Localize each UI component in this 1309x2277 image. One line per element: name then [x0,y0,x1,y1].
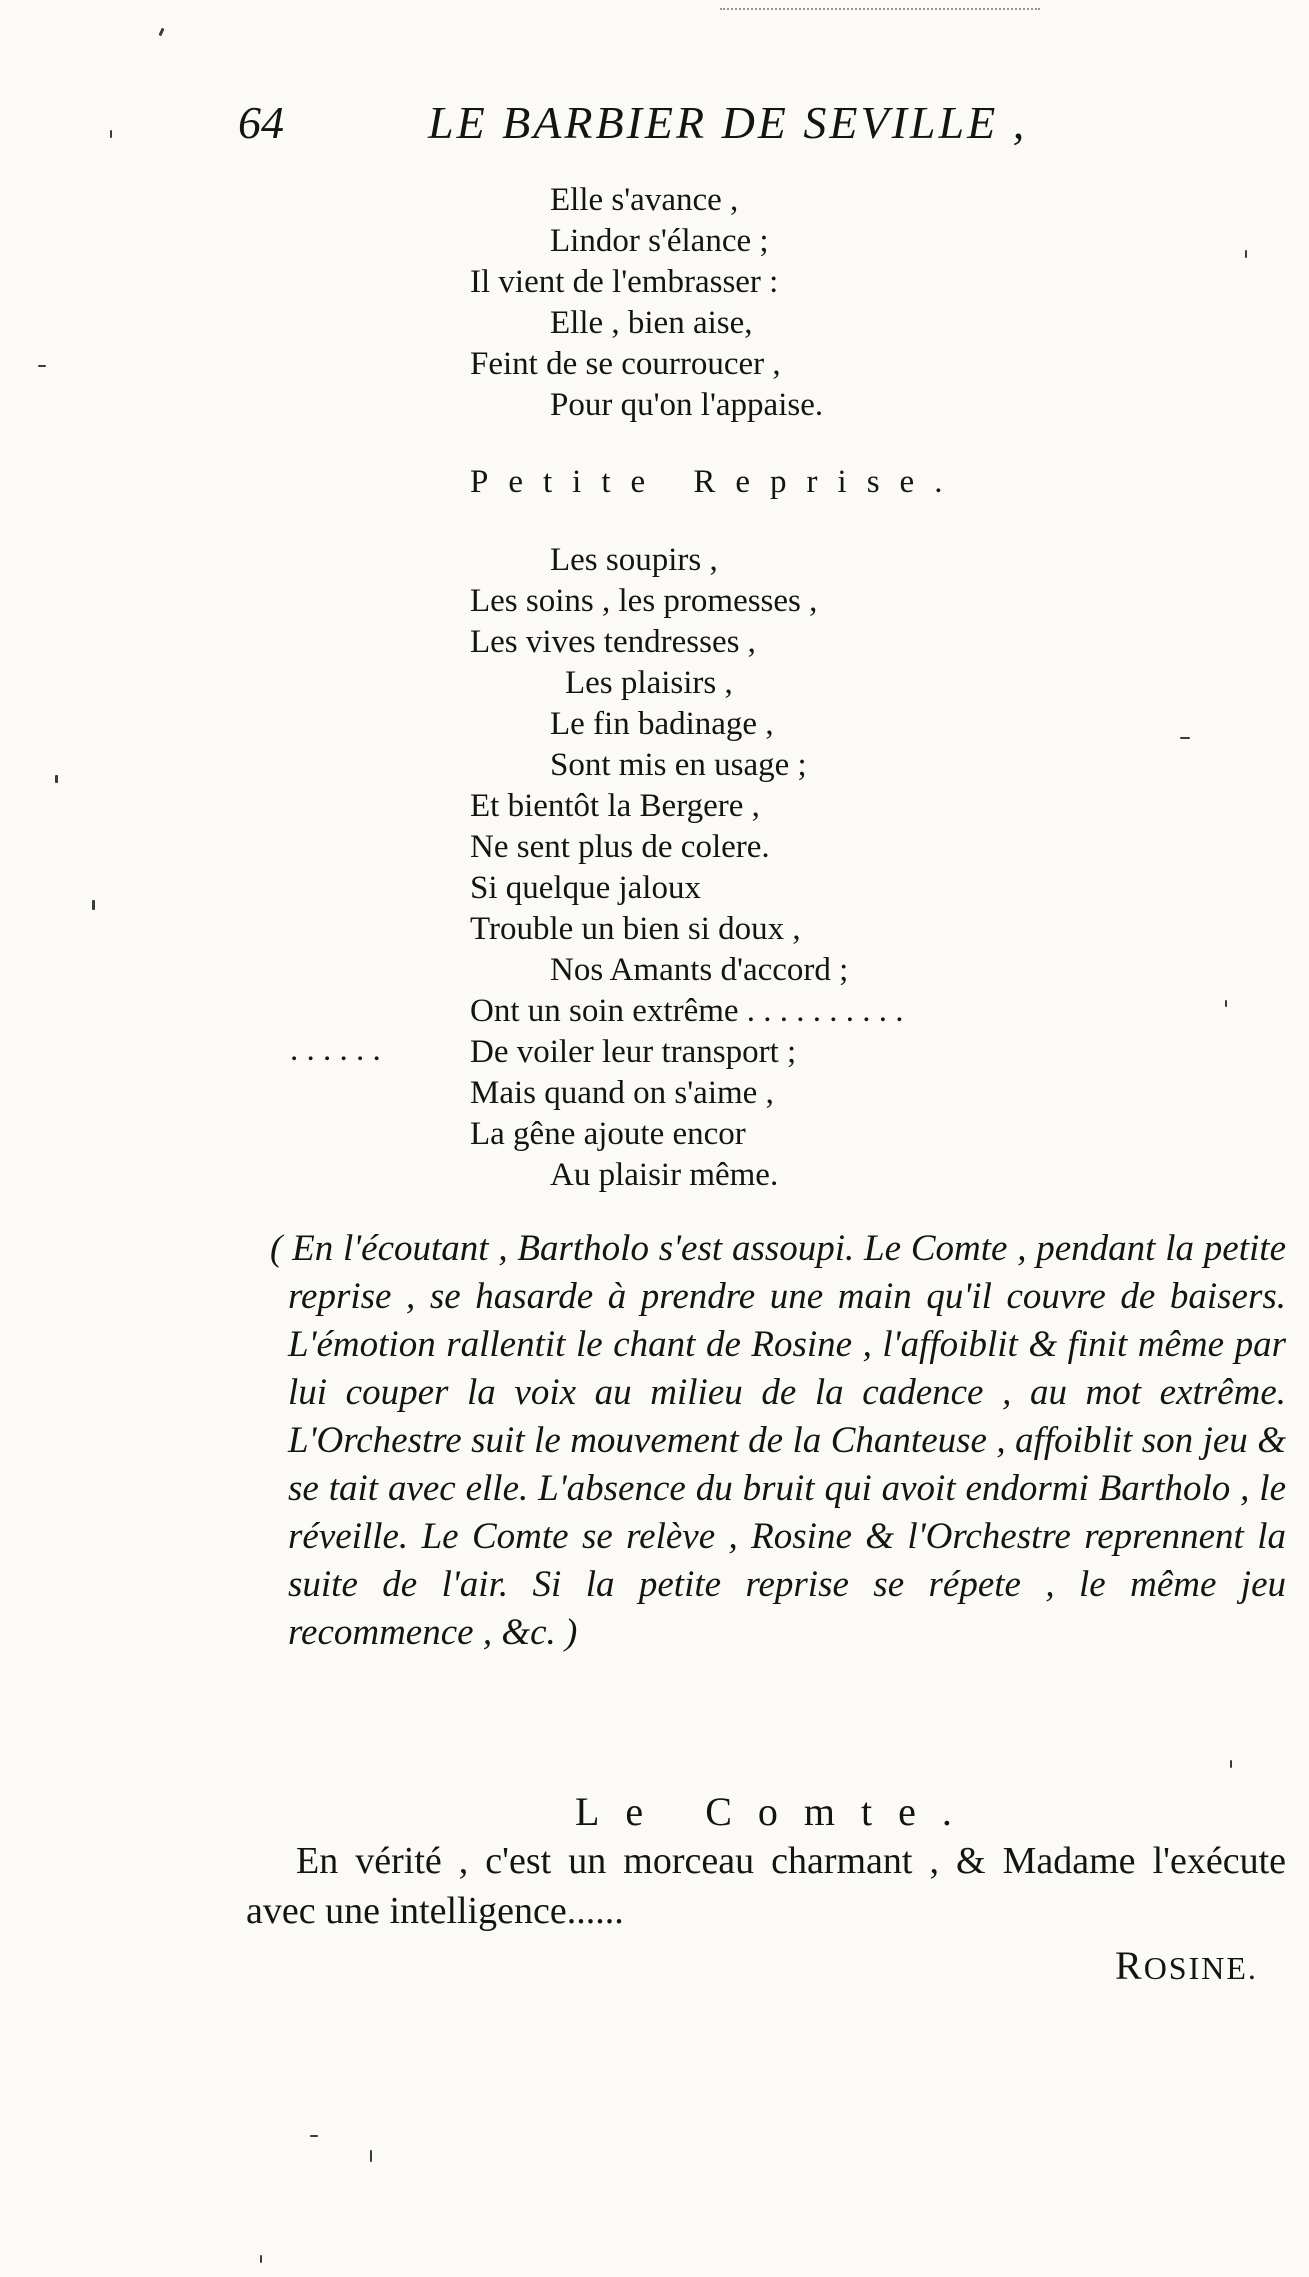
verse-line: Elle , bien aise, [550,305,753,341]
verse-line: De voiler leur transport ; [470,1034,797,1070]
stage-direction: ( En l'écoutant , Bartholo s'est assoupi. Le Comte , pendant la petite reprise , se hasarde à prendre une main qu'il couvre de baisers. L'émotion rallentit le chant de Rosine , l'affoiblit & finit même par lui couper la voix au milieu de la cadence , au mot extrême. L'Orchestre suit le mouvement de la Chanteuse , affoiblit son jeu & se tait avec elle. L'absence du bruit qui avoit endormi Bartholo , le réveille. Le Comte se relève , Rosine & l'Orchestre reprennent la suite de l'air. Si la petite reprise se répete , le même jeu recommence , &c. ) [270,1228,1286,1653]
verse-line: Les plaisirs , [565,665,733,701]
verse-line: Trouble un bien si doux , [470,911,801,947]
verse-line: Feint de se courroucer , [470,346,781,382]
verse-line: La gêne ajoute encor [470,1116,746,1152]
page-top-edge [720,8,1040,14]
scan-speck [370,2150,372,2162]
verse-stanza-two [470,540,1210,1196]
verse-line: Sont mis en usage ; [550,747,807,783]
verse-line: Au plaisir même. [550,1157,779,1193]
verse-line: Elle s'avance , [550,182,739,218]
speaker-name: Le Comte. [575,1789,978,1834]
verse-line: Si quelque jaloux [470,870,701,906]
verse-line: Les vives tendresses , [470,624,756,660]
verse-line: Ont un soin extrême . . . . . . . . . . [470,993,904,1029]
verse-line: Le fin badinage , [550,706,774,742]
section-heading: Petite Reprise. [470,464,963,500]
page-header [238,96,1138,156]
speech-text: En vérité , c'est un morceau charmant , & Madame l'exécute avec une intelligence...... [246,1840,1286,1932]
leader-dots: . . . . . . [290,1032,381,1068]
verse-line: Les soins , les promesses , [470,583,818,619]
verse-line: Mais quand on s'aime , [470,1075,774,1111]
running-title: LE BARBIER DE SEVILLE , [428,97,1028,148]
scan-speck [310,2135,318,2137]
scan-speck [92,900,95,910]
verse-line: Les soupirs , [550,542,718,578]
verse-line: Il vient de l'embrasser : [470,264,779,300]
scan-speck [38,365,46,367]
speaker-initial: R [1115,1943,1144,1988]
scan-speck [110,130,112,138]
verse-line: Lindor s'élance ; [550,223,769,259]
scan-speck [1225,1000,1227,1007]
speaker-name-next [1115,1942,1258,1989]
verse-stanza-one [470,180,1210,426]
speaker-rest: OSINE. [1143,1950,1258,1986]
scan-speck [158,28,164,37]
scan-speck [1230,1760,1232,1768]
verse-line: Ne sent plus de colere. [470,829,770,865]
scan-speck [1245,250,1247,258]
verse-line: Pour qu'on l'appaise. [550,387,824,423]
scan-speck [1180,737,1190,739]
page-number: 64 [238,97,284,148]
scan-speck [55,775,58,783]
verse-line: Et bientôt la Bergere , [470,788,760,824]
verse-line: Nos Amants d'accord ; [550,952,849,988]
scan-speck [260,2255,262,2263]
